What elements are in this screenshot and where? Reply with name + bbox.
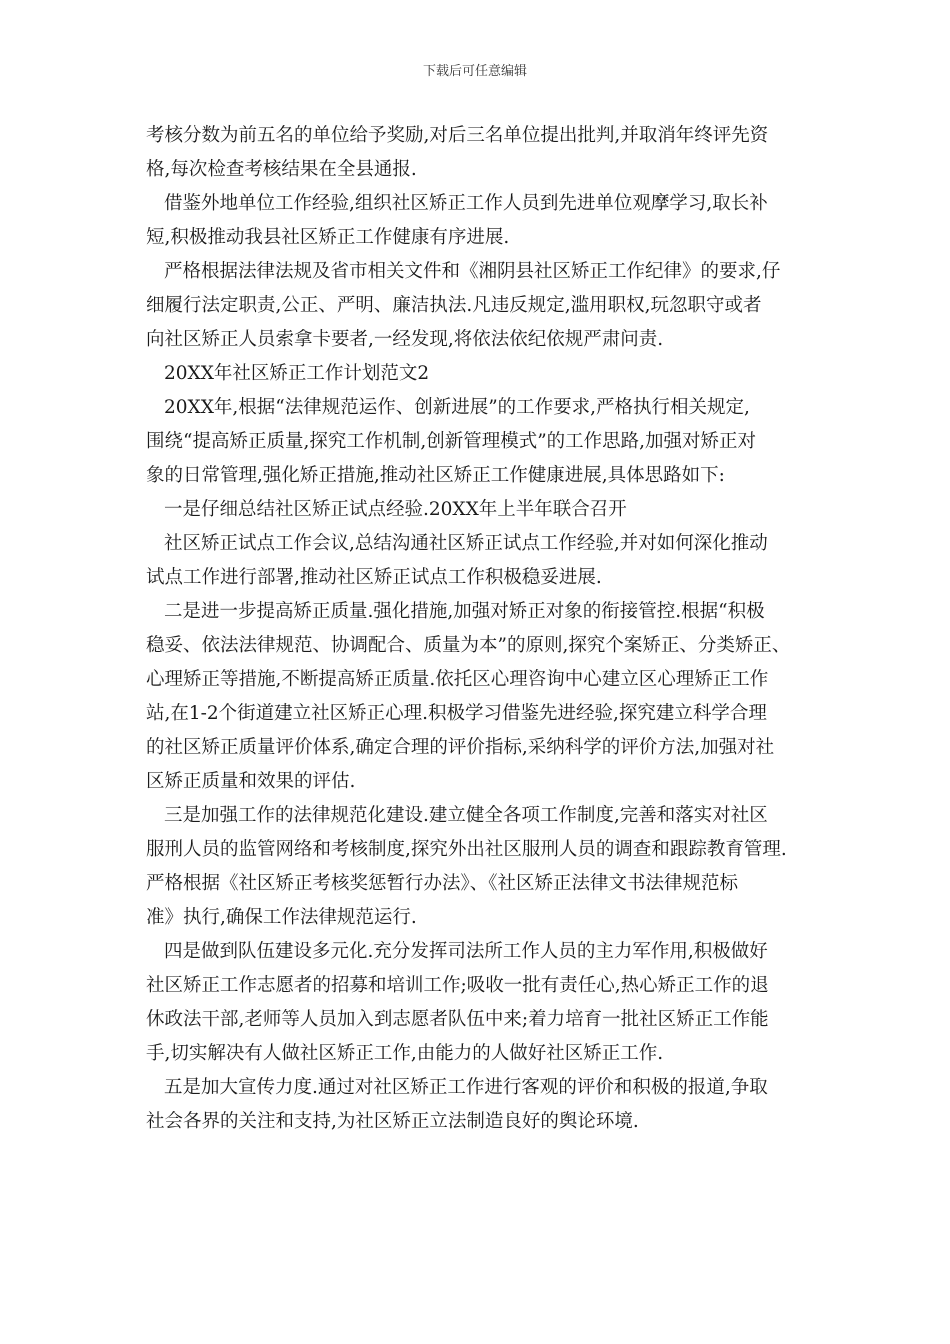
text-line: 四是做到队伍建设多元化.充分发挥司法所工作人员的主力军作用,积极做好 xyxy=(164,941,768,962)
text-line: 五是加大宣传力度.通过对社区矫正工作进行客观的评价和积极的报道,争取 xyxy=(164,1077,768,1098)
text-line: 试点工作进行部署,推动社区矫正试点工作积极稳妥进展. xyxy=(146,567,602,588)
text-line: 稳妥、依法法律规范、协调配合、质量为本”的原则,探究个案矫正、分类矫正、 xyxy=(146,635,791,656)
text-line: 借鉴外地单位工作经验,组织社区矫正工作人员到先进单位观摩学习,取长补 xyxy=(164,193,768,214)
text-line: 服刑人员的监管网络和考核制度,探究外出社区服刑人员的调查和跟踪教育管理. xyxy=(146,839,787,860)
text-line: 社区矫正试点工作会议,总结沟通社区矫正试点工作经验,并对如何深化推动 xyxy=(164,533,768,554)
text-line: 围绕“提高矫正质量,探究工作机制,创新管理模式”的工作思路,加强对矫正对 xyxy=(146,431,757,452)
text-line: 严格根据法律法规及省市相关文件和《湘阴县社区矫正工作纪律》的要求,仔 xyxy=(164,261,781,282)
text-line: 20XX年社区矫正工作计划范文2 xyxy=(164,363,430,384)
text-line: 社区矫正工作志愿者的招募和培训工作;吸收一批有责任心,热心矫正工作的退 xyxy=(146,975,769,996)
text-line: 三是加强工作的法律规范化建设.建立健全各项工作制度,完善和落实对社区 xyxy=(164,805,768,826)
text-line: 20XX年,根据“法律规范运作、创新进展”的工作要求,严格执行相关规定, xyxy=(164,397,750,418)
text-line: 一是仔细总结社区矫正试点经验.20XX年上半年联合召开 xyxy=(164,499,627,520)
text-line: 象的日常管理,强化矫正措施,推动社区矫正工作健康进展,具体思路如下: xyxy=(146,465,725,486)
text-line: 站,在1-2个街道建立社区矫正心理.积极学习借鉴先进经验,探究建立科学合理 xyxy=(146,703,767,724)
text-line: 二是进一步提高矫正质量.强化措施,加强对矫正对象的衔接管控.根据“积极 xyxy=(164,601,765,622)
text-line: 心理矫正等措施,不断提高矫正质量.依托区心理咨询中心建立区心理矫正工作 xyxy=(146,669,769,690)
text-line: 严格根据《社区矫正考核奖惩暂行办法》、《社区矫正法律文书法律规范标 xyxy=(146,873,739,894)
text-line: 准》执行,确保工作法律规范运行. xyxy=(146,907,417,928)
page-header: 下载后可任意编辑 xyxy=(422,64,527,79)
document-body xyxy=(146,119,826,1139)
text-line: 细履行法定职责,公正、严明、廉洁执法.凡违反规定,滥用职权,玩忽职守或者 xyxy=(146,295,762,316)
text-line: 考核分数为前五名的单位给予奖励,对后三名单位提出批判,并取消年终评先资 xyxy=(146,125,769,146)
text-line: 手,切实解决有人做社区矫正工作,由能力的人做好社区矫正工作. xyxy=(146,1043,664,1064)
text-line: 社会各界的关注和支持,为社区矫正立法制造良好的舆论环境. xyxy=(146,1111,639,1132)
text-line: 向社区矫正人员索拿卡要者,一经发现,将依法依纪依规严肃问责. xyxy=(146,329,664,350)
text-line: 短,积极推动我县社区矫正工作健康有序进展. xyxy=(146,227,510,248)
text-line: 休政法干部,老师等人员加入到志愿者队伍中来;着力培育一批社区矫正工作能 xyxy=(146,1009,769,1030)
text-line: 的社区矫正质量评价体系,确定合理的评价指标,采纳科学的评价方法,加强对社 xyxy=(146,737,775,758)
text-line: 格,每次检查考核结果在全县通报. xyxy=(146,159,417,180)
text-line: 区矫正质量和效果的评估. xyxy=(146,771,356,792)
